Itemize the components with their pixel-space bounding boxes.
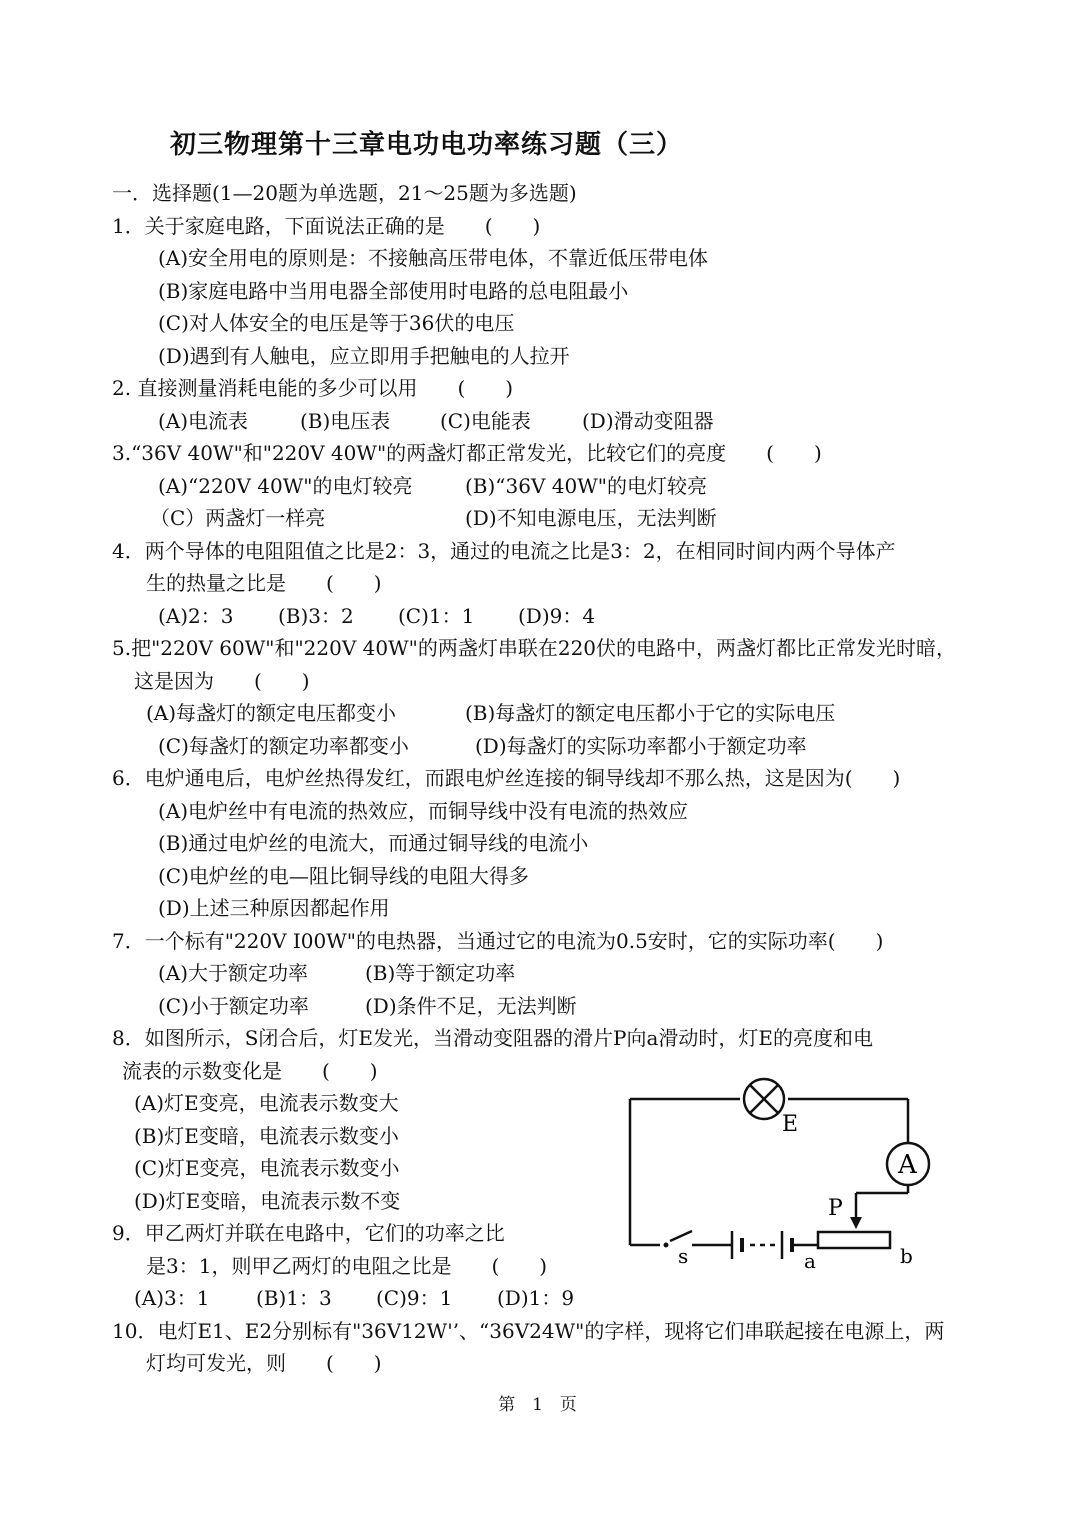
question-2-option-a: (A)电流表 xyxy=(158,409,249,433)
question-5-option-d: (D)每盏灯的实际功率都小于额定功率 xyxy=(475,734,807,758)
question-1-stem: 1．关于家庭电路，下面说法正确的是 ( ) xyxy=(112,214,541,238)
question-5-option-c: (C)每盏灯的额定功率都变小 xyxy=(158,734,409,758)
question-8-option-d: (D)灯E变暗，电流表示数不变 xyxy=(134,1189,401,1213)
slider-label: P xyxy=(828,1196,843,1221)
question-6-option-d: (D)上述三种原因都起作用 xyxy=(158,896,390,920)
question-1-option-c: (C)对人体安全的电压是等于36伏的电压 xyxy=(158,311,515,335)
question-5-option-b: (B)每盏灯的额定电压都小于它的实际电压 xyxy=(465,701,836,725)
question-8-option-c: (C)灯E变亮，电流表示数变小 xyxy=(134,1156,400,1180)
rheostat-icon xyxy=(818,1232,890,1248)
rheostat-end-a-label: a xyxy=(804,1249,816,1273)
question-5-option-a: (A)每盏灯的额定电压都变小 xyxy=(146,701,397,725)
question-1-option-a: (A)安全用电的原则是：不接触高压带电体，不靠近低压带电体 xyxy=(158,246,709,270)
question-4-option-b: (B)3：2 xyxy=(278,604,354,628)
switch-blade-icon xyxy=(670,1231,692,1241)
question-7-option-d: (D)条件不足，无法判断 xyxy=(365,994,577,1018)
question-6-option-a: (A)电炉丝中有电流的热效应，而铜导线中没有电流的热效应 xyxy=(158,799,689,823)
question-8-option-a: (A)灯E变亮，电流表示数变大 xyxy=(134,1091,399,1115)
question-9-stem-line-1: 9．甲乙两灯并联在电路中，它们的功率之比 xyxy=(112,1221,505,1245)
question-4-option-a: (A)2：3 xyxy=(158,604,234,628)
question-3-option-a: (A)“220V 40W"的电灯较亮 xyxy=(158,474,413,498)
question-2-option-d: (D)滑动变阻器 xyxy=(582,409,714,433)
question-7-option-c: (C)小于额定功率 xyxy=(158,994,309,1018)
switch-pivot-icon xyxy=(664,1243,669,1248)
question-2-option-b: (B)电压表 xyxy=(300,409,391,433)
question-9-option-a: (A)3：1 xyxy=(134,1286,210,1310)
question-6-option-b: (B)通过电炉丝的电流大，而通过铜导线的电流小 xyxy=(158,831,589,855)
question-8-stem-line-2: 流表的示数变化是 ( ) xyxy=(122,1059,378,1083)
question-4-option-c: (C)1：1 xyxy=(398,604,475,628)
rheostat-end-b-label: b xyxy=(900,1244,913,1268)
question-6-option-c: (C)电炉丝的电—阻比铜导线的电阻大得多 xyxy=(158,864,529,888)
question-2-option-c: (C)电能表 xyxy=(440,409,531,433)
question-4-stem-line-2: 生的热量之比是 ( ) xyxy=(146,571,382,595)
ammeter-label: A xyxy=(898,1150,917,1180)
question-6-stem: 6．电炉通电后，电炉丝热得发红，而跟电炉丝连接的铜导线却不那么热，这是因为( ) xyxy=(112,766,901,790)
question-10-stem-line-2: 灯均可发光，则 ( ) xyxy=(146,1351,382,1375)
question-5-stem-line-1: 5.把"220V 60W"和"220V 40W"的两盏灯串联在220伏的电路中，两盏灯都比正常发光时暗， xyxy=(112,636,957,660)
question-7-option-b: (B)等于额定功率 xyxy=(365,961,516,985)
slider-arrow-icon xyxy=(850,1217,862,1229)
question-7-option-a: (A)大于额定功率 xyxy=(158,961,309,985)
question-8-stem-line-1: 8．如图所示，S闭合后，灯E发光，当滑动变阻器的滑片P向a滑动时，灯E的亮度和电 xyxy=(112,1026,874,1050)
question-4-stem-line-1: 4．两个导体的电阻阻值之比是2：3，通过的电流之比是3：2，在相同时间内两个导体产 xyxy=(112,539,896,563)
lamp-label: E xyxy=(782,1112,799,1137)
question-3-option-b: (B)“36V 40W"的电灯较亮 xyxy=(465,474,707,498)
question-9-option-c: (C)9：1 xyxy=(376,1286,453,1310)
page-title: 初三物理第十三章电功电功率练习题（三） xyxy=(170,130,684,160)
question-10-stem-line-1: 10．电灯E1、E2分别标有"36V12W'’、“36V24W"的字样，现将它们串联起接在电源上，两 xyxy=(112,1319,945,1343)
page-footer: 第 1 页 xyxy=(498,1395,577,1415)
question-7-stem: 7．一个标有"220V I00W"的电热器，当通过它的电流为0.5安时，它的实际功率( ) xyxy=(112,929,884,953)
circuit-diagram xyxy=(620,1075,950,1275)
question-1-option-d: (D)遇到有人触电，应立即用手把触电的人拉开 xyxy=(158,344,570,368)
switch-label: s xyxy=(678,1244,689,1268)
question-9-option-b: (B)1：3 xyxy=(256,1286,332,1310)
question-4-option-d: (D)9：4 xyxy=(518,604,596,628)
question-9-option-d: (D)1：9 xyxy=(497,1286,575,1310)
question-2-stem: 2. 直接测量消耗电能的多少可以用 ( ) xyxy=(112,376,514,400)
question-9-stem-line-2: 是3：1，则甲乙两灯的电阻之比是 ( ) xyxy=(146,1254,548,1278)
lamp-icon xyxy=(744,1079,784,1119)
question-5-stem-line-2: 这是因为 ( ) xyxy=(134,669,310,693)
section-heading: 一．选择题(1—20题为单选题，21～25题为多选题) xyxy=(112,181,577,205)
question-8-option-b: (B)灯E变暗，电流表示数变小 xyxy=(134,1124,399,1148)
question-3-stem: 3.“36V 40W"和"220V 40W"的两盏灯都正常发光，比较它们的亮度 ( ) xyxy=(112,441,822,465)
question-3-option-c: （C）两盏灯一样亮 xyxy=(150,506,326,530)
question-1-option-b: (B)家庭电路中当用电器全部使用时电路的总电阻最小 xyxy=(158,279,629,303)
question-3-option-d: (D)不知电源电压，无法判断 xyxy=(465,506,717,530)
